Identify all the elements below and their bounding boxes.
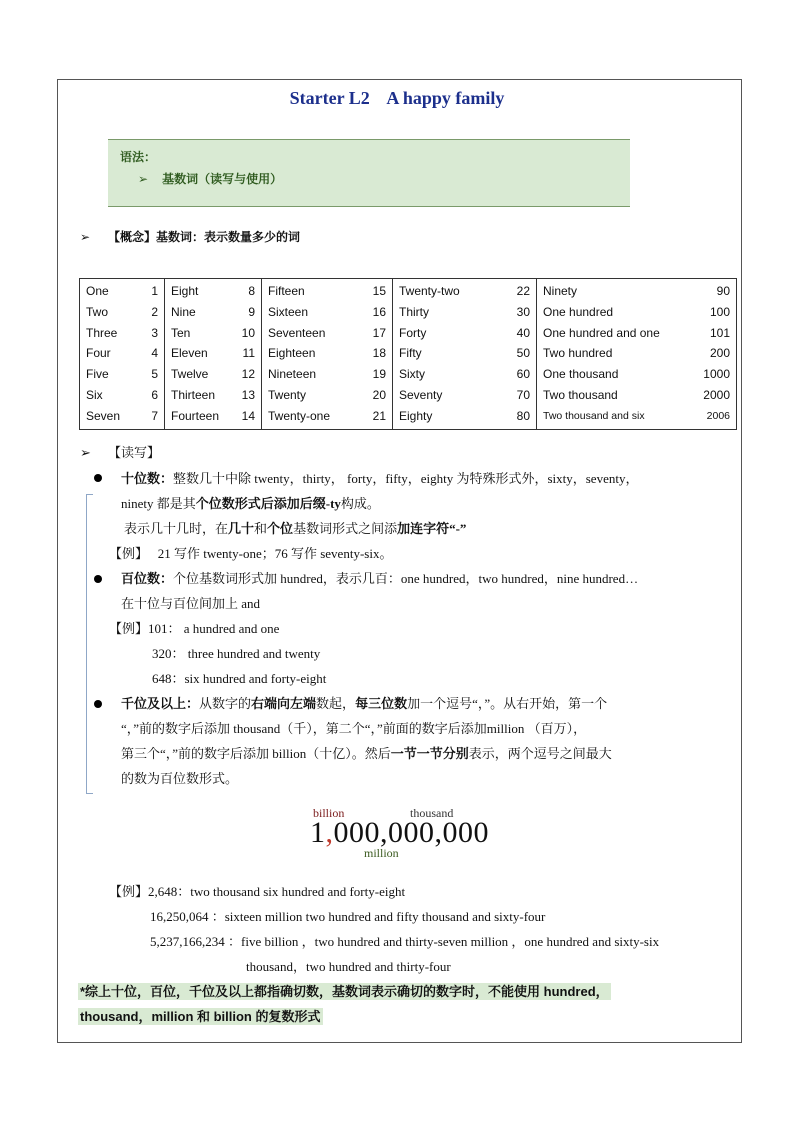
- table-row: Thirty 30: [399, 304, 530, 319]
- table-row: Six 6: [86, 387, 158, 402]
- table-row: Forty 40: [399, 325, 530, 340]
- million-label: million: [364, 846, 399, 860]
- hundreds-section: 百位数：个位基数词形式加 hundred，表示几百：one hundred，two hundred，nine hundred… 在十位与百位间加上 and: [121, 571, 639, 611]
- arrow-icon: ➢: [80, 445, 91, 460]
- grammar-item-text: 基数词（读写与使用）: [162, 172, 283, 186]
- billion-label: billion: [313, 806, 345, 820]
- grammar-item: [138, 170, 282, 187]
- table-row: Two 2: [86, 304, 158, 319]
- hundreds-example-2: 320： three hundred and twenty: [152, 646, 321, 661]
- table-row: Nineteen 19: [268, 367, 386, 382]
- table-row: One 1: [86, 284, 158, 298]
- concept-text: 【概念】基数词：表示数量多少的词: [108, 230, 301, 244]
- table-column: [393, 279, 537, 430]
- arrow-icon: ➢: [138, 172, 149, 186]
- table-row: Eighteen 18: [268, 346, 386, 361]
- thousand-label: thousand: [410, 806, 454, 820]
- thousands-label: 千位及以上：: [121, 696, 200, 711]
- table-column: [537, 279, 737, 430]
- table-row: Fourteen 14: [171, 408, 255, 423]
- table-row: Twelve 12: [171, 367, 255, 382]
- summary-line-1: *综上十位，百位，千位及以上都指确切数，基数词表示确切的数字时，不能使用 hundred，: [80, 984, 609, 999]
- big-number: 1,000,000,000: [310, 816, 489, 849]
- table-row: Sixty 60: [399, 367, 530, 382]
- hundreds-example-3: 648：six hundred and forty-eight: [152, 671, 327, 686]
- hundreds-label: 百位数：: [121, 571, 174, 586]
- grammar-box: [108, 139, 630, 207]
- table-column: [262, 279, 393, 430]
- table-row: Thirteen 13: [171, 387, 255, 402]
- table-row: Fifty 50: [399, 346, 530, 361]
- example-3: 5,237,166,234 ：five billion ，two hundred and thirty-seven million ，one hundred and sixty-six: [150, 934, 660, 949]
- thousands-section: 千位及以上：从数字的右端向左端数起，每三位数加一个逗号“，”。从右开始，第一个 “，”前的数字后添加 thousand（千），第二个“，”前面的数字后添加million （百万）， 第三个“，”前的数字后添加 billion（十亿）。然后一节一节分别表示，两个逗号之间最大 的数为百位数形式。: [121, 696, 612, 786]
- concept-line: [80, 228, 300, 245]
- table-row: Five 5: [86, 367, 158, 382]
- table-row: Twenty-two 22: [399, 284, 530, 298]
- lesson-label: Starter L2: [289, 88, 370, 108]
- arrow-icon: ➢: [80, 230, 91, 244]
- table-row: Four 4: [86, 346, 158, 361]
- example-2: 16,250,064 ：sixteen million two hundred and fifty thousand and sixty-four: [150, 909, 546, 924]
- table-row: Seventeen 17: [268, 325, 386, 340]
- table-column: [165, 279, 262, 430]
- page-title: [0, 88, 794, 109]
- bullet-icon: [94, 700, 102, 708]
- lesson-topic: A happy family: [386, 88, 505, 108]
- table-row: Twenty 20: [268, 387, 386, 402]
- tens-section: 十位数：整数几十中除 twenty，thirty， forty，fifty，eighty 为特殊形式外，sixty，seventy， ninety 都是其个位数形式后添加后缀-ty构成。 表示几十几时，在几十和个位基数词形式之间添加连字符“-”: [121, 471, 639, 536]
- summary-line-2: thousand，million 和 billion 的复数形式: [80, 1009, 321, 1024]
- hundreds-example-1: 【例】101： a hundred and one: [109, 621, 280, 636]
- table-row: Two hundred 200: [543, 346, 730, 361]
- table-row: Ninety 90: [543, 284, 730, 298]
- bullet-icon: [94, 474, 102, 482]
- table-row: Seven 7: [86, 408, 158, 423]
- number-table: [79, 278, 737, 430]
- table-row: Twenty-one 21: [268, 408, 386, 423]
- tens-label: 十位数：: [121, 471, 174, 486]
- table-column: [80, 279, 165, 430]
- table-row: Eight 8: [171, 284, 255, 298]
- table-row: One hundred 100: [543, 304, 730, 319]
- bracket-line: [86, 494, 93, 794]
- table-row: Seventy 70: [399, 387, 530, 402]
- table-row: Ten 10: [171, 325, 255, 340]
- table-row: Two thousand 2000: [543, 387, 730, 402]
- table-row: Fifteen 15: [268, 284, 386, 298]
- table-row: Eleven 11: [171, 346, 255, 361]
- table-row: Three 3: [86, 325, 158, 340]
- grammar-heading: 语法：: [120, 150, 157, 164]
- table-row: Two thousand and six 2006: [543, 409, 730, 422]
- tens-example: 【例】 21 写作 twenty-one；76 写作 seventy-six。: [109, 546, 393, 561]
- bullet-icon: [94, 575, 102, 583]
- example-1: 【例】2,648：two thousand six hundred and forty-eight: [109, 884, 406, 899]
- table-row: Nine 9: [171, 304, 255, 319]
- table-row: One hundred and one 101: [543, 325, 730, 340]
- table-row: Sixteen 16: [268, 304, 386, 319]
- example-4: thousand，two hundred and thirty-four: [246, 959, 451, 974]
- table-row: Eighty 80: [399, 408, 530, 423]
- table-row: One thousand 1000: [543, 367, 730, 382]
- read-write-heading: ➢ 【读写】: [80, 440, 160, 465]
